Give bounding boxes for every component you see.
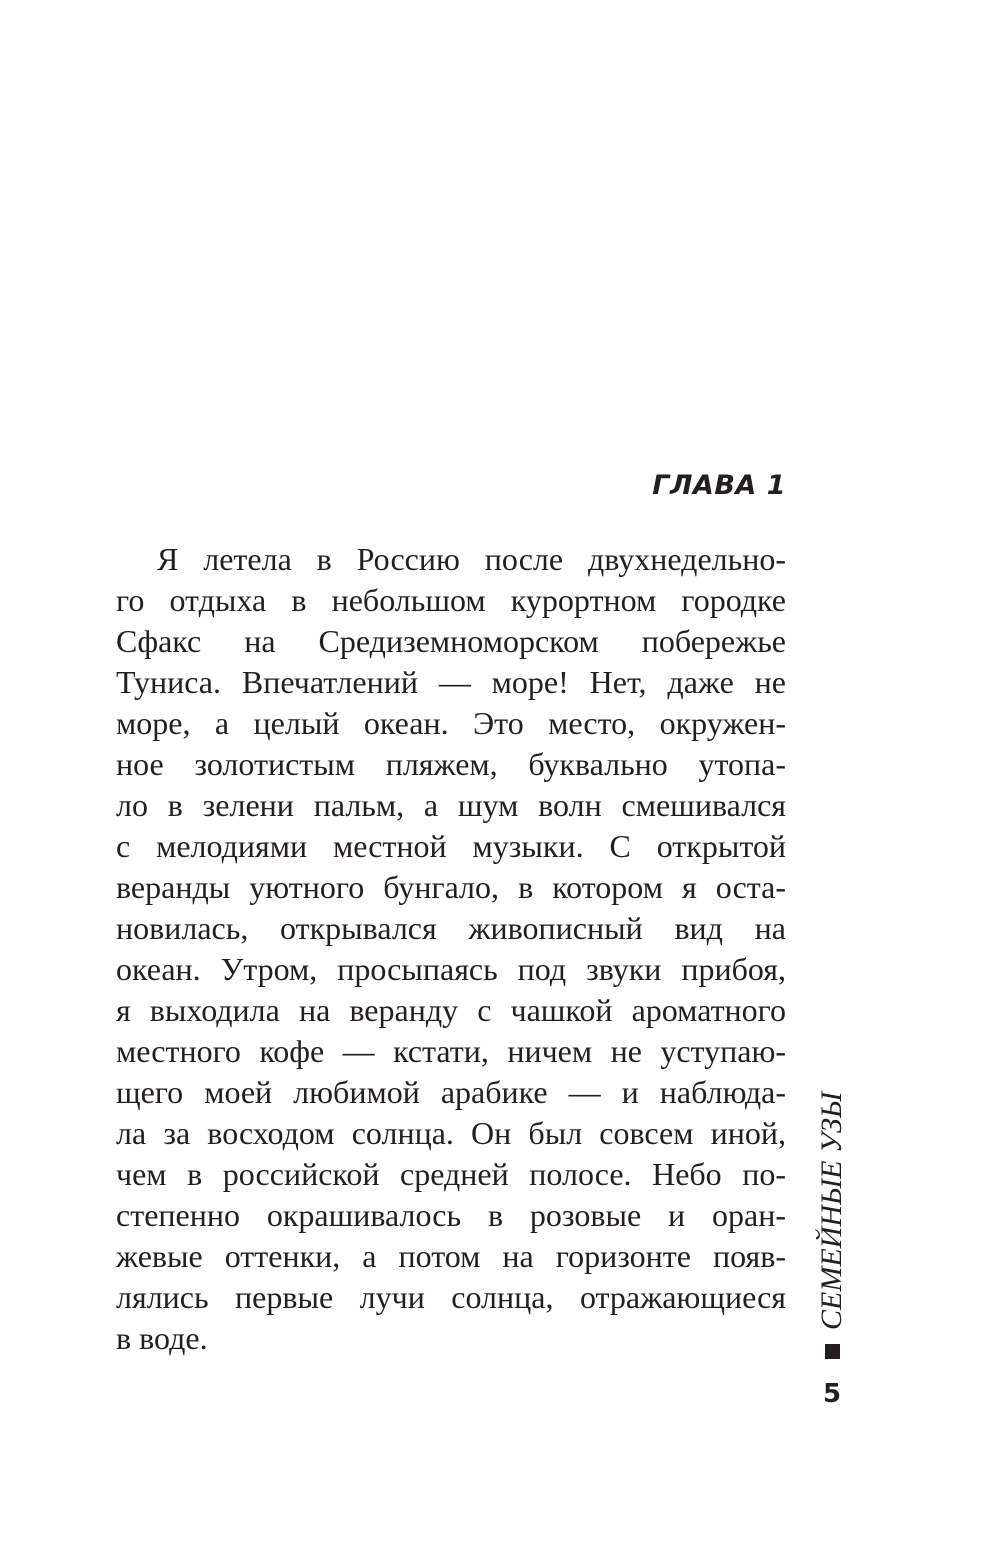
- text-line: с мелодиями местной музыки. С открытой: [116, 828, 786, 864]
- text-line: чем в российской средней полосе. Небо по-: [116, 1156, 786, 1192]
- black-square-icon: [825, 1344, 840, 1359]
- text-line: жевые оттенки, а потом на горизонте появ-: [116, 1238, 786, 1274]
- text-line: Я летела в Россию после двухнедельно-: [157, 541, 786, 577]
- text-line: Туниса. Впечатлений — море! Нет, даже не: [116, 664, 786, 700]
- text-line: го отдыха в небольшом курортном городке: [116, 582, 786, 618]
- text-line: щего моей любимой арабике — и наблюда-: [116, 1074, 786, 1110]
- running-title-container: [812, 1085, 852, 1365]
- chapter-title: ГЛАВА 1: [652, 470, 786, 501]
- running-title-text: СЕМЕЙНЫЕ УЗЫ: [815, 1091, 848, 1330]
- text-line: ное золотистым пляжем, буквально утопа-: [116, 746, 786, 782]
- text-line: я выходила на веранду с чашкой ароматного: [116, 992, 786, 1028]
- text-line: новилась, открывался живописный вид на: [116, 910, 786, 946]
- text-line: степенно окрашивалось в розовые и оран-: [116, 1197, 786, 1233]
- text-line: в воде.: [116, 1320, 208, 1356]
- text-line: океан. Утром, просыпаясь под звуки прибоя,: [116, 951, 786, 987]
- text-line: лялись первые лучи солнца, отражающиеся: [116, 1279, 786, 1315]
- text-line: ло в зелени пальм, а шум волн смешивался: [116, 787, 786, 823]
- text-line: веранды уютного бунгало, в котором я оста-: [116, 869, 786, 905]
- page-number: 5: [822, 1379, 842, 1409]
- running-title: [812, 1085, 852, 1365]
- chapter-body-text: [116, 539, 786, 1359]
- text-line: ла за восходом солнца. Он был совсем иной,: [116, 1115, 786, 1151]
- text-line: Сфакс на Средиземноморском побережье: [116, 623, 786, 659]
- text-line: море, а целый океан. Это место, окружен-: [116, 705, 786, 741]
- text-line: местного кофе — кстати, ничем не уступаю-: [116, 1033, 786, 1069]
